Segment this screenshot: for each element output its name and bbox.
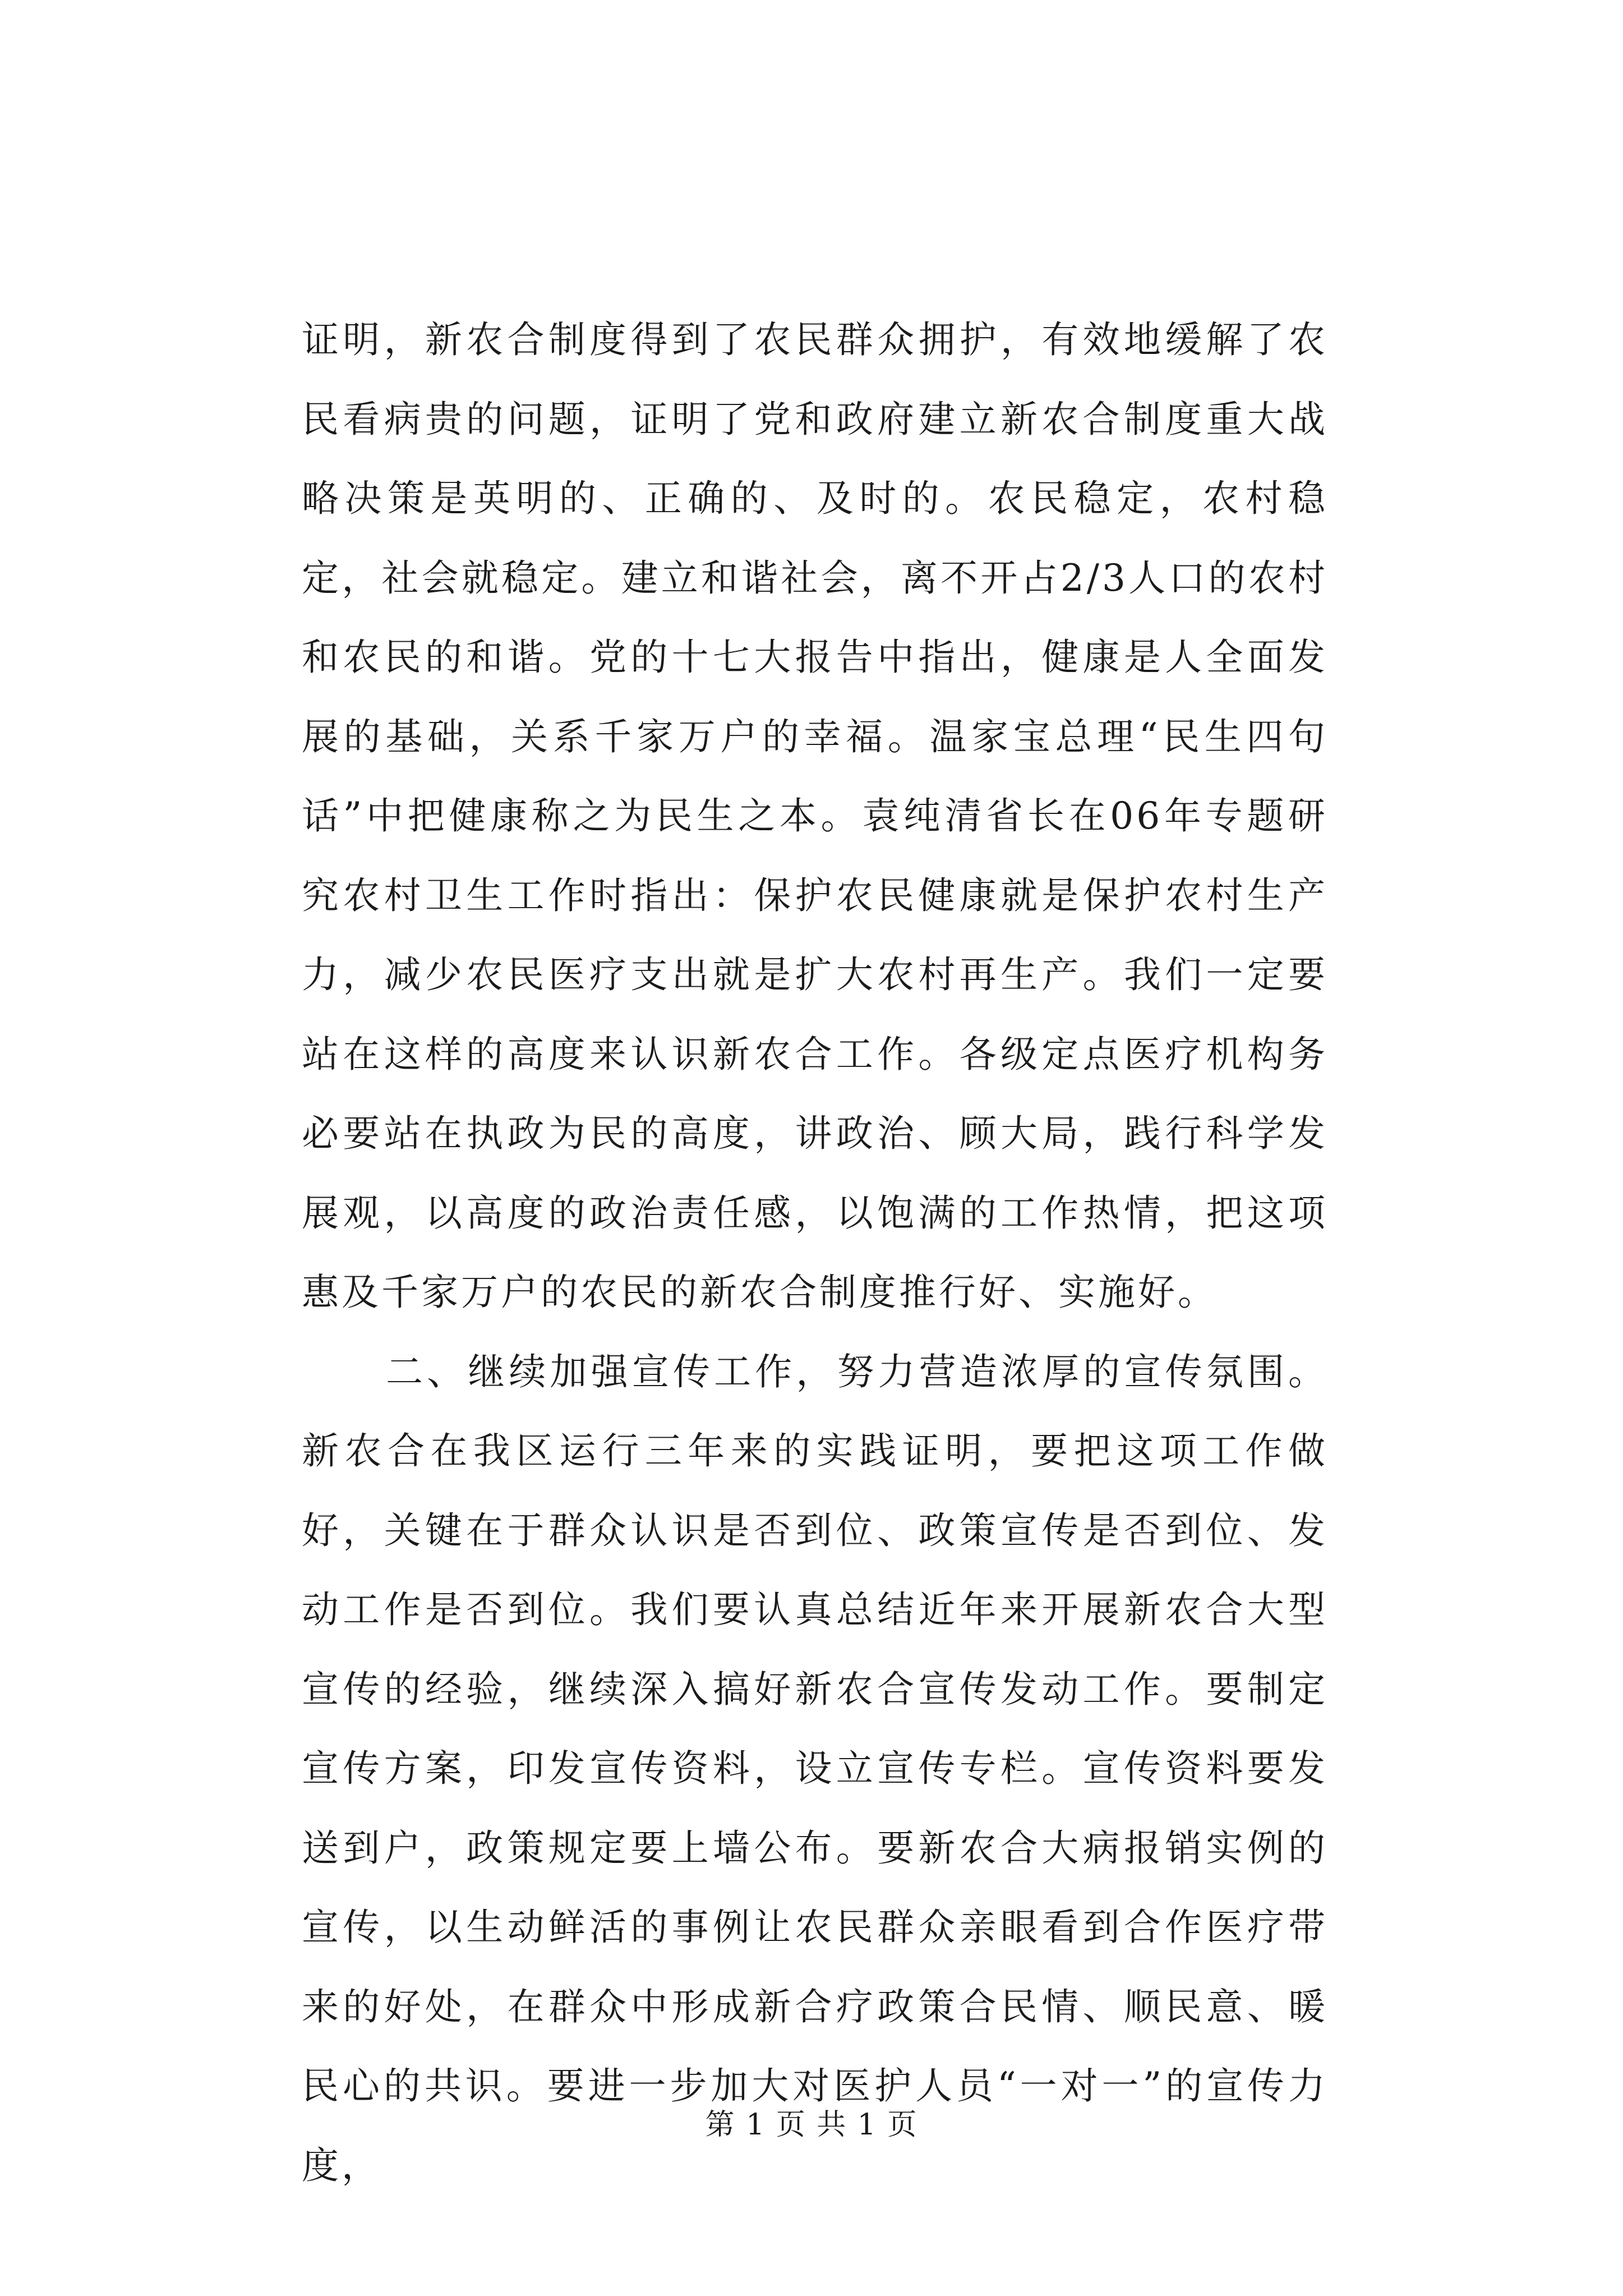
page-footer: 第 1 页 共 1 页: [705, 2108, 918, 2142]
paragraph-2: 二、继续加强宣传工作，努力营造浓厚的宣传氛围。新农合在我区运行三年来的实践证明，要把这项工作做好，关键在于群众认识是否到位、政策宣传是否到位、发动工作是否到位。我们要认真总结近年来开展新农合大型宣传的经验，继续深入搞好新农合宣传发动工作。要制定宣传方案，印发宣传资料，设立宣传专栏。宣传资料要发送到户，政策规定要上墙公布。要新农合大病报销实例的宣传，以生动鲜活的事例让农民群众亲眼看到合作医疗带来的好处，在群众中形成新合疗政策合民情、顺民意、暖民心的共识。要进一步加大对医护人员“一对一”的宣传力度，: [302, 1350, 1328, 2187]
paragraph-1: 证明，新农合制度得到了农民群众拥护，有效地缓解了农民看病贵的问题，证明了党和政府建立新农合制度重大战略决策是英明的、正确的、及时的。农民稳定，农村稳定，社会就稳定。建立和谐社会，离不开占2/3人口的农村和农民的和谐。党的十七大报告中指出，健康是人全面发展的基础，关系千家万户的幸福。温家宝总理“民生四句话”中把健康称之为民生之本。袁纯清省长在06年专题研究农村卫生工作时指出：保护农民健康就是保护农村生产力，减少农民医疗支出就是扩大农村再生产。我们一定要站在这样的高度来认识新农合工作。各级定点医疗机构务必要站在执政为民的高度，讲政治、顾大局，践行科学发展观，以高度的政治责任感，以饱满的工作热情，把这项惠及千家万户的农民的新农合制度推行好、实施好。: [302, 318, 1328, 1314]
document-body: [302, 300, 1328, 2205]
